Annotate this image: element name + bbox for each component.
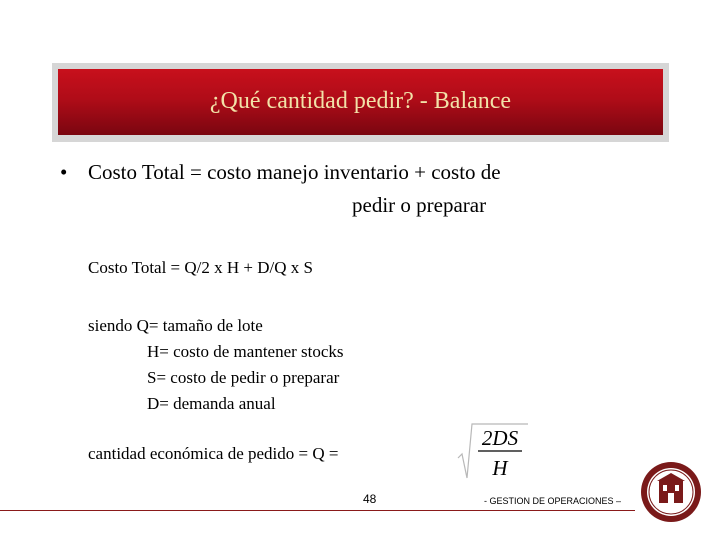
definition-h: H= costo de mantener stocks — [147, 342, 344, 361]
university-seal-icon — [640, 461, 702, 523]
footer-divider — [0, 510, 635, 511]
eoq-numerator: 2DS — [481, 426, 519, 450]
eoq-denominator: H — [492, 456, 508, 480]
eoq-label: cantidad económica de pedido = Q = — [88, 444, 339, 463]
bullet-text-line2: pedir o preparar — [352, 193, 487, 217]
bullet-icon: • — [60, 160, 68, 184]
slide-title: ¿Qué cantidad pedir? - Balance — [209, 87, 512, 114]
definition-s: S= costo de pedir o preparar — [147, 368, 340, 387]
page-number: 48 — [363, 492, 377, 506]
definition-q: siendo Q= tamaño de lote — [88, 316, 263, 335]
definition-d: D= demanda anual — [147, 394, 276, 413]
eoq-sqrt-formula — [456, 418, 536, 484]
total-cost-formula: Costo Total = Q/2 x H + D/Q x S — [88, 258, 313, 277]
bullet-text-line1: Costo Total = costo manejo inventario + costo de — [88, 160, 501, 184]
variable-definitions — [88, 313, 344, 417]
title-bar — [58, 69, 663, 135]
footer-text: - GESTION DE OPERACIONES – — [484, 496, 622, 506]
